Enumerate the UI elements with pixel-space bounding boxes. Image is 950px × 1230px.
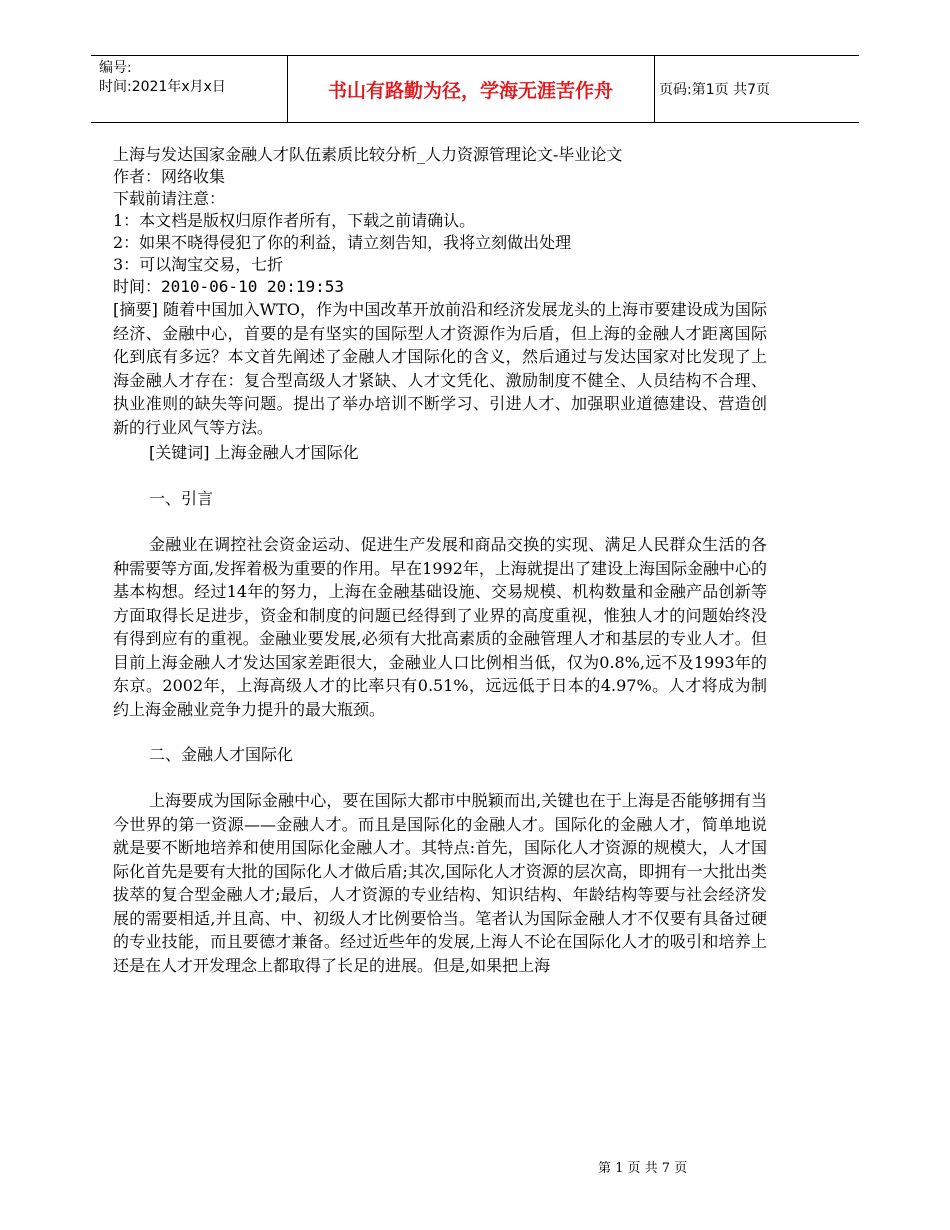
header-page-info: 页码:第1页 共7页: [659, 82, 770, 98]
time-label: 时间:2021年x月x日: [99, 79, 226, 95]
footer-page-number: 第 1 页 共 7 页: [598, 1161, 688, 1176]
notice-item: 3：可以淘宝交易，七折: [113, 255, 284, 274]
header-meta: [99, 59, 289, 97]
notice-item: 2：如果不晓得侵犯了你的利益，请立刻告知，我将立刻做出处理: [113, 233, 572, 252]
body-paragraph-talent: 上海要成为国际金融中心，要在国际大都市中脱颖而出,关键也在于上海是否能够拥有当今世界的第一资源——金融人才。而且是国际化的金融人才。国际化的金融人才，简单地说就是要不断地培养和使用国际化金融人才。其特点:首先，国际化人才资源的规模大，人才国际化首先是要有大批的国际化人才做后盾;其次,国际化人才资源的层次高，即拥有一大批出类拔萃的复合型金融人才;最后，人才资源的专业结构、知识结构、年龄结构等要与社会经济发展的需要相适,并且高、中、初级人才比例要恰当。笔者认为国际金融人才不仅要有具备过硬的专业技能，而且要德才兼备。经过近些年的发展,上海人不论在国际化人才的吸引和培养上还是在人才开发理念上都取得了长足的进展。但是,如果把上海: [113, 791, 767, 975]
section-heading-talent: 二、金融人才国际化: [149, 745, 294, 764]
document-body: [113, 144, 767, 977]
doc-author: 作者：网络收集: [113, 167, 226, 186]
doc-time: 时间：2010-06-10 20:19:53: [113, 277, 345, 296]
body-paragraph-intro: 金融业在调控社会资金运动、促进生产发展和商品交换的实现、满足人民群众生活的各种需要等方面,发挥着极为重要的作用。早在1992年，上海就提出了建设上海国际金融中心的基本构想。经过14年的努力，上海在金融基础设施、交易规模、机构数量和金融产品创新等方面取得长足进步，资金和制度的问题已经得到了业界的高度重视，惟独人才的问题始终没有得到应有的重视。金融业要发展,必须有大批高素质的金融管理人才和基层的专业人才。但目前上海金融人才发达国家差距很大，金融业人口比例相当低，仅为0.8%,远不及1993年的东京。2002年，上海高级人才的比率只有0.51%，远远低于日本的4.97%。人才将成为制约上海金融业竞争力提升的最大瓶颈。: [113, 535, 767, 719]
notice-item: 1：本文档是版权归原作者所有，下载之前请确认。: [113, 211, 476, 230]
serial-label: 编号:: [99, 60, 132, 76]
abstract-paragraph: [摘要] 随着中国加入WTO，作为中国改革开放前沿和经济发展龙头的上海市要建设成为国际经济、金融中心，首要的是有坚实的国际型人才资源作为后盾，但上海的金融人才距离国际化到底有多远？本文首先阐述了金融人才国际化的含义，然后通过与发达国家对比发现了上海金融人才存在：复合型高级人才紧缺、人才文凭化、激励制度不健全、人员结构不合理、执业准则的缺失等问题。提出了举办培训不断学习、引进人才、加强职业道德建设、营造创新的行业风气等方法。: [113, 300, 767, 437]
header-motto: 书山有路勤为径，学海无涯苦作舟: [327, 79, 613, 102]
keywords-line: [关键词] 上海金融人才国际化: [149, 443, 359, 462]
section-heading-intro: 一、引言: [149, 489, 214, 508]
notice-heading: 下载前请注意：: [113, 189, 226, 208]
doc-title: 上海与发达国家金融人才队伍素质比较分析_人力资源管理论文-毕业论文: [113, 145, 623, 164]
header-divider-right: [654, 56, 655, 122]
page-header: [91, 55, 859, 123]
